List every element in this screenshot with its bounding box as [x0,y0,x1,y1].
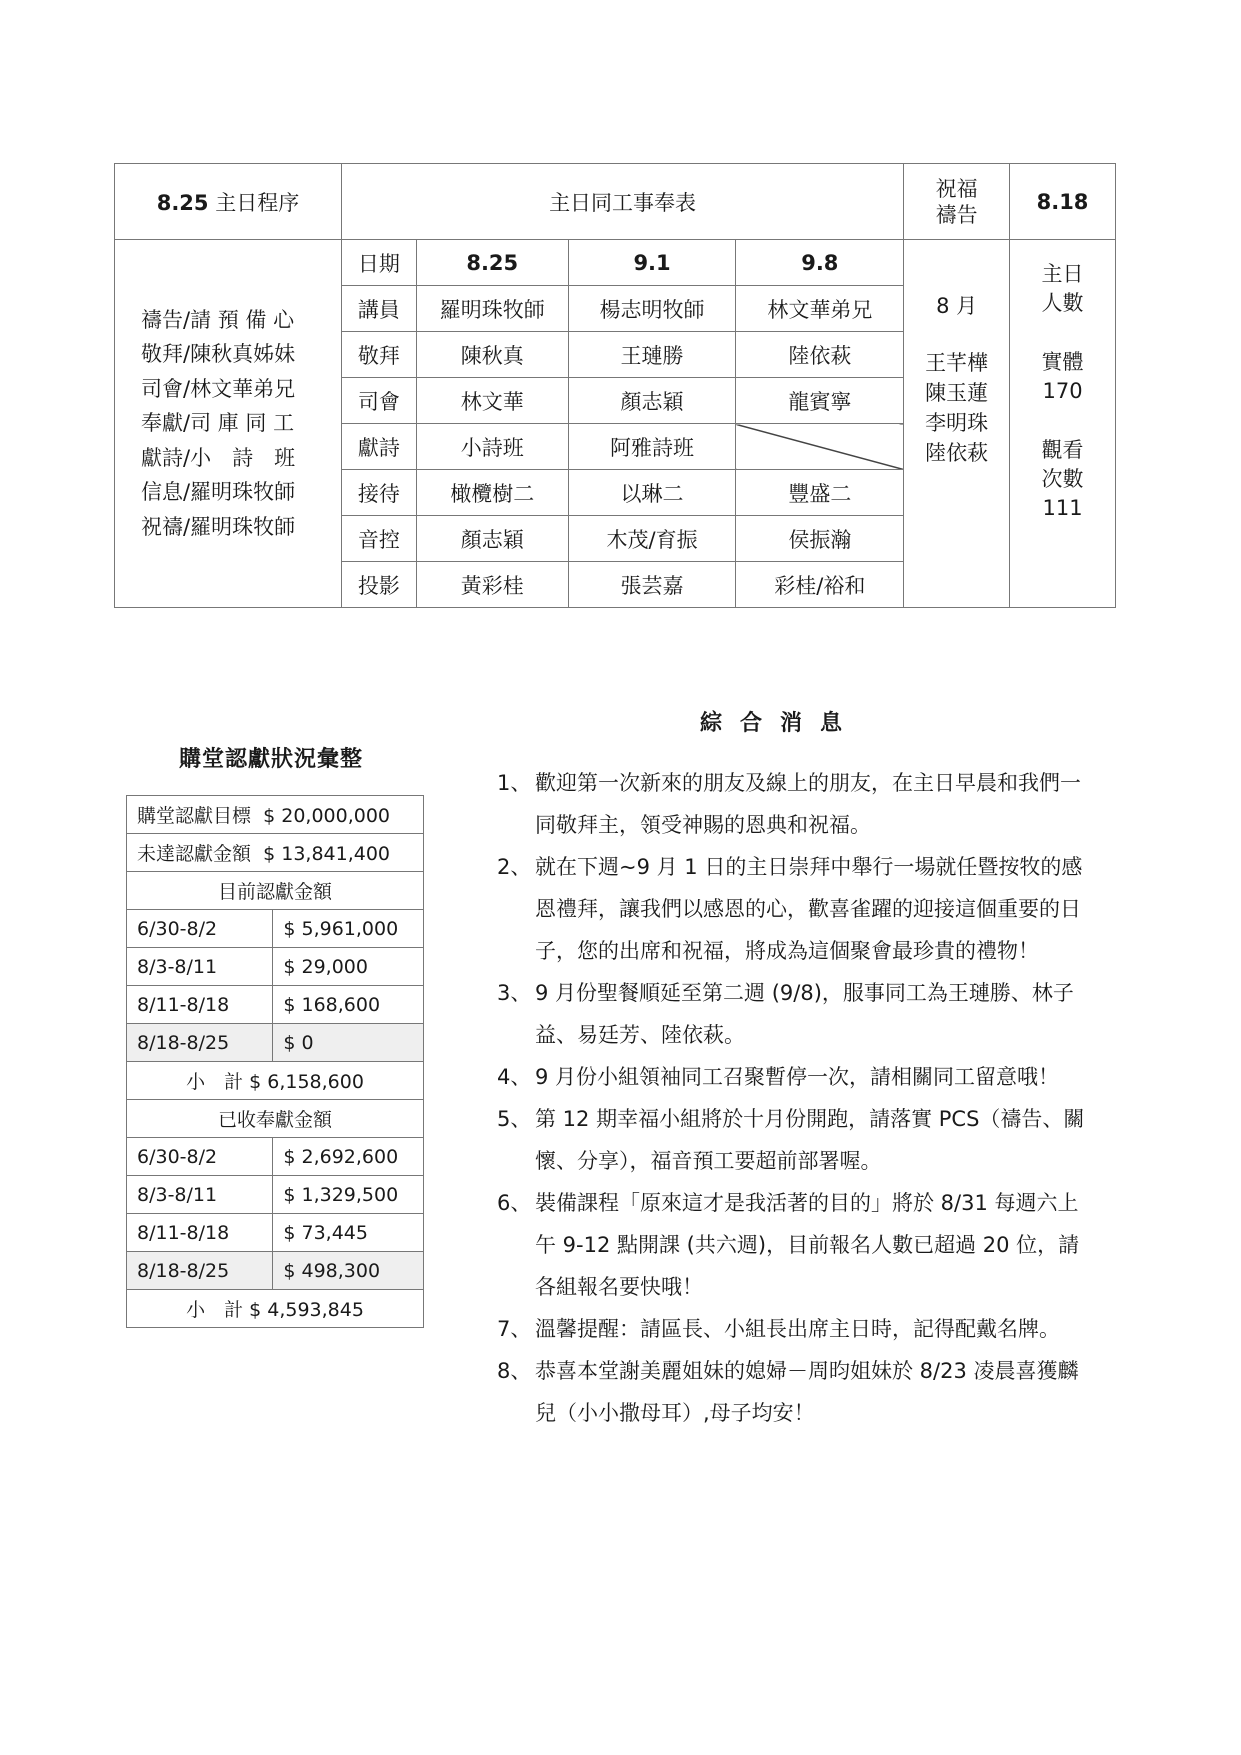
role-label: 敬拜 [341,332,416,378]
roster-cell: 楊志明牧師 [568,286,736,332]
role-label: 音控 [341,516,416,562]
prayer-name: 陳玉蓮 [925,381,989,405]
roster-cell: 橄欖樹二 [416,470,568,516]
pledged-row [127,910,424,948]
program-item: 獻詩/小 詩 班 [141,445,296,470]
goal-label: 購堂認獻目標 [137,805,252,827]
views-label: 觀看 [1041,438,1084,462]
news-text: 就在下週∼9 月 1 日的主日崇拜中舉行一場就任暨按牧的感恩禮拜，讓我們以感恩的心，歡喜雀躍的迎接這個重要的日子，您的出席和祝福，將成為這個聚會最珍貴的禮物！ [535,855,1083,963]
role-label: 司會 [341,378,416,424]
views-value: 111 [1042,496,1083,520]
program-list [115,240,342,608]
news-number: 2、 [497,855,532,879]
offering-table [126,795,424,1328]
news-text: 溫馨提醒：請區長、小組長出席主日時，記得配戴名牌。 [535,1317,1060,1341]
roster-cell: 顏志穎 [416,516,568,562]
amount-cell: $ 73,445 [273,1214,424,1252]
news-text: 第 12 期幸福小組將於十月份開跑，請落實 PCS（禱告、關懷、分享），福音預工要超前部署喔。 [535,1107,1085,1173]
news-text: 9 月份小組領袖同工召聚暫停一次，請相關同工留意哦！ [535,1065,1060,1089]
date-col-2: 9.1 [568,240,736,286]
period-cell: 8/3-8/11 [127,1176,273,1214]
program-item: 奉獻/司 庫 同 工 [141,411,295,436]
news-title: 綜合消息 [700,711,861,736]
unmet-value: $ 13,841,400 [263,843,391,865]
news-number: 1、 [497,771,532,795]
date-col-1: 8.25 [416,240,568,286]
roster-cell: 陳秋真 [416,332,568,378]
amount-cell: $ 5,961,000 [273,910,424,948]
roster-cell: 小詩班 [416,424,568,470]
news-text: 9 月份聖餐順延至第二週 (9/8)，服事同工為王璉勝、林子益、易廷芳、陸依萩。 [535,981,1074,1047]
goal-value: $ 20,000,000 [263,805,391,827]
date-col-3: 9.8 [736,240,904,286]
news-item [497,1098,1097,1182]
period-cell: 8/11-8/18 [127,1214,273,1252]
offering-title: 購堂認獻狀況彙整 [178,747,363,772]
news-item [497,1056,1097,1098]
period-cell: 8/18-8/25 [127,1024,273,1062]
role-label: 接待 [341,470,416,516]
news-item [497,762,1097,846]
prayer-name: 李明珠 [925,411,989,435]
received-row [127,1138,424,1176]
news-text: 裝備課程「原來這才是我活著的目的」將於 8/31 每週六上午 9-12 點開課 (共六週)，目前報名人數已超過 20 位，請各組報名要快哦！ [535,1191,1080,1299]
role-label: 投影 [341,562,416,608]
program-item: 信息/羅明珠牧師 [141,480,296,505]
roster-cell: 顏志穎 [568,378,736,424]
news-number: 7、 [497,1317,532,1341]
physical-value: 170 [1042,379,1083,403]
roster-cell: 阿雅詩班 [568,424,736,470]
roster-cell-empty [736,424,904,470]
news-number: 3、 [497,981,532,1005]
news-item [497,1182,1097,1308]
roster-cell: 陸依萩 [736,332,904,378]
news-item [497,846,1097,972]
prayer-name: 王芊樺 [925,351,989,375]
received-row [127,1252,424,1290]
amount-cell: $ 0 [273,1024,424,1062]
prayer-name: 陸依萩 [925,441,989,465]
roster-cell: 以琳二 [568,470,736,516]
amount-cell: $ 1,329,500 [273,1176,424,1214]
amount-cell: $ 498,300 [273,1252,424,1290]
news-number: 5、 [497,1107,532,1131]
views-label: 次數 [1041,467,1084,491]
period-cell: 8/3-8/11 [127,948,273,986]
schedule-table [114,163,1116,608]
program-item: 禱告/請 預 備 心 [141,307,295,332]
roster-cell: 林文華 [416,378,568,424]
attendance-label: 主日 [1041,262,1084,286]
role-label: 獻詩 [341,424,416,470]
roster-cell: 黃彩桂 [416,562,568,608]
pledged-row [127,986,424,1024]
role-label: 講員 [341,286,416,332]
period-cell: 6/30-8/2 [127,1138,273,1176]
roster-cell: 彩桂/裕和 [736,562,904,608]
received-row [127,1176,424,1214]
attendance-cell [1010,240,1116,608]
news-item [497,972,1097,1056]
program-title [115,164,342,240]
roster-cell: 豐盛二 [736,470,904,516]
news-list [497,762,1097,1434]
received-header: 已收奉獻金額 [127,1100,424,1138]
prayer-list [904,240,1010,608]
program-title-date: 8.25 [156,190,209,215]
period-cell: 6/30-8/2 [127,910,273,948]
pledged-header: 目前認獻金額 [127,872,424,910]
unmet-row [127,834,424,872]
program-item: 祝禱/羅明珠牧師 [141,514,296,539]
roster-cell: 龍賓寧 [736,378,904,424]
bless-prayer-header [904,164,1010,240]
amount-cell: $ 2,692,600 [273,1138,424,1176]
roster-cell: 羅明珠牧師 [416,286,568,332]
amount-cell: $ 168,600 [273,986,424,1024]
goal-row [127,796,424,834]
news-item [497,1308,1097,1350]
bless-header-line2: 禱告 [935,202,978,227]
period-cell: 8/11-8/18 [127,986,273,1024]
pledged-subtotal: 小 計 $ 6,158,600 [127,1062,424,1100]
program-item: 司會/林文華弟兄 [141,376,296,401]
news-number: 4、 [497,1065,532,1089]
program-title-text: 主日程序 [215,190,300,215]
roster-title: 主日同工事奉表 [341,164,903,240]
pledged-row [127,1024,424,1062]
news-number: 6、 [497,1191,532,1215]
unmet-label: 未達認獻金額 [137,843,252,865]
period-cell: 8/18-8/25 [127,1252,273,1290]
received-subtotal: 小 計 $ 4,593,845 [127,1290,424,1328]
pledged-row [127,948,424,986]
amount-cell: $ 29,000 [273,948,424,986]
physical-label: 實體 [1041,350,1084,374]
roster-cell: 張芸嘉 [568,562,736,608]
attendance-label: 人數 [1041,291,1084,315]
roster-cell: 王璉勝 [568,332,736,378]
news-text: 歡迎第一次新來的朋友及線上的朋友，在主日早晨和我們一同敬拜主，領受神賜的恩典和祝福。 [535,771,1081,837]
prayer-month: 8 月 [936,294,978,318]
date-label: 日期 [341,240,416,286]
received-row [127,1214,424,1252]
roster-cell: 林文華弟兄 [736,286,904,332]
news-number: 8、 [497,1359,532,1383]
program-item: 敬拜/陳秋真姊妹 [141,342,296,367]
roster-cell: 木茂/育振 [568,516,736,562]
roster-cell: 侯振瀚 [736,516,904,562]
bless-header-line1: 祝福 [935,176,978,201]
news-item [497,1350,1097,1434]
attend-date-header: 8.18 [1010,164,1116,240]
news-text: 恭喜本堂謝美麗姐妹的媳婦－周昀姐妹於 8/23 凌晨喜獲麟兒（小小撒母耳）,母子均安！ [535,1359,1079,1425]
